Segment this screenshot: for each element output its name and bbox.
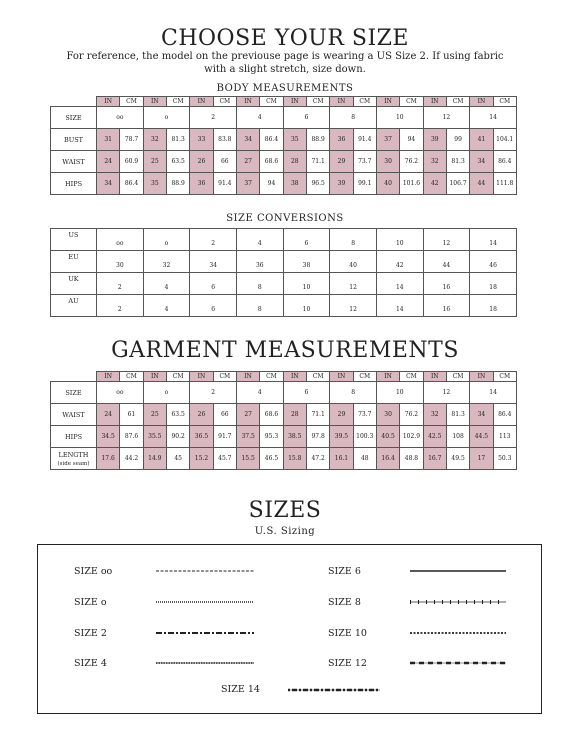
inch-cell: 34.5 bbox=[97, 426, 120, 448]
size-cell: 8 bbox=[330, 382, 377, 404]
cm-cell: 95.3 bbox=[260, 426, 283, 448]
unit-header-in: IN bbox=[376, 97, 399, 107]
row-label bbox=[51, 173, 97, 195]
size-cell: 8 bbox=[236, 273, 283, 295]
size-cell: 2 bbox=[190, 107, 237, 129]
size-cell: 4 bbox=[236, 229, 283, 251]
cm-cell: 66 bbox=[213, 151, 236, 173]
unit-header-in: IN bbox=[236, 97, 259, 107]
table-row bbox=[51, 426, 517, 448]
cm-cell: 76.2 bbox=[400, 151, 423, 173]
unit-header-cm: CM bbox=[446, 97, 469, 107]
body-measurements-table bbox=[50, 96, 517, 195]
garment-title: GARMENT MEASUREMENTS bbox=[111, 338, 459, 363]
sizes-title: SIZES bbox=[248, 498, 322, 523]
inch-cell: 24 bbox=[97, 404, 120, 426]
size-cell: 12 bbox=[423, 107, 470, 129]
size-cell: 18 bbox=[470, 295, 517, 317]
inch-cell: 17 bbox=[470, 448, 493, 470]
inch-cell: 36 bbox=[190, 173, 213, 195]
inch-cell: 17.6 bbox=[97, 448, 120, 470]
cm-cell: 48.8 bbox=[400, 448, 423, 470]
cm-cell: 81.3 bbox=[446, 404, 469, 426]
line-pattern-size-00 bbox=[156, 567, 256, 575]
cm-cell: 45 bbox=[166, 448, 189, 470]
row-label-text: SIZE bbox=[65, 388, 82, 397]
size-cell: 14 bbox=[376, 295, 423, 317]
cm-cell: 50.3 bbox=[493, 448, 516, 470]
unit-header-in: IN bbox=[330, 97, 353, 107]
cm-cell: 86.4 bbox=[120, 173, 143, 195]
size-cell: o bbox=[143, 229, 190, 251]
row-label: AU bbox=[51, 295, 97, 317]
size-cell: o bbox=[143, 382, 190, 404]
table-row bbox=[51, 273, 517, 295]
size-cell: 2 bbox=[97, 273, 144, 295]
inch-cell: 28 bbox=[283, 404, 306, 426]
row-label bbox=[51, 404, 97, 426]
inch-cell: 41 bbox=[470, 129, 493, 151]
sizes-subtitle: U.S. Sizing bbox=[254, 526, 316, 537]
cm-cell: 101.6 bbox=[400, 173, 423, 195]
size-cell: 4 bbox=[236, 382, 283, 404]
size-cell: 38 bbox=[283, 251, 330, 273]
size-cell: 6 bbox=[283, 107, 330, 129]
row-label: UK bbox=[51, 273, 97, 295]
cm-cell: 96.5 bbox=[306, 173, 329, 195]
inch-cell: 44 bbox=[470, 173, 493, 195]
size-cell: 16 bbox=[423, 295, 470, 317]
cm-cell: 86.4 bbox=[493, 151, 516, 173]
inch-cell: 16.7 bbox=[423, 448, 446, 470]
unit-header-in: IN bbox=[470, 372, 493, 382]
cm-cell: 60.9 bbox=[120, 151, 143, 173]
unit-header-cm: CM bbox=[400, 97, 423, 107]
cm-cell: 108 bbox=[446, 426, 469, 448]
size-cell: 4 bbox=[143, 295, 190, 317]
size-cell: 4 bbox=[236, 107, 283, 129]
table-row bbox=[51, 382, 517, 404]
size-cell: 6 bbox=[190, 273, 237, 295]
table-row bbox=[51, 129, 517, 151]
cm-cell: 113 bbox=[493, 426, 516, 448]
size-legend-label: SIZE oo bbox=[74, 566, 113, 577]
inch-cell: 37.5 bbox=[236, 426, 259, 448]
size-cell: 8 bbox=[330, 107, 377, 129]
row-label-text: WAIST bbox=[62, 157, 85, 166]
unit-header-cm: CM bbox=[400, 372, 423, 382]
unit-header-in: IN bbox=[376, 372, 399, 382]
table-row bbox=[51, 107, 517, 129]
size-cell: 36 bbox=[236, 251, 283, 273]
cm-cell: 45.7 bbox=[213, 448, 236, 470]
inch-cell: 30 bbox=[376, 151, 399, 173]
inch-cell: 26 bbox=[190, 404, 213, 426]
cm-cell: 81.3 bbox=[446, 151, 469, 173]
inch-cell: 26 bbox=[190, 151, 213, 173]
row-sublabel: (side seam) bbox=[57, 460, 90, 467]
size-cell: 8 bbox=[330, 229, 377, 251]
inch-cell: 42 bbox=[423, 173, 446, 195]
row-label bbox=[51, 426, 97, 448]
intro-text: For reference, the model on the previouse page is wearing a US Size 2. If using fabric with a slight stretch, size down. bbox=[66, 51, 504, 75]
row-label bbox=[51, 151, 97, 173]
inch-cell: 32 bbox=[143, 129, 166, 151]
size-cell: 30 bbox=[97, 251, 144, 273]
inch-cell: 15.8 bbox=[283, 448, 306, 470]
inch-cell: 34 bbox=[470, 404, 493, 426]
cm-cell: 63.5 bbox=[166, 404, 189, 426]
size-cell: oo bbox=[97, 382, 144, 404]
size-cell: 40 bbox=[330, 251, 377, 273]
line-pattern-size-14 bbox=[288, 686, 388, 694]
unit-header-in: IN bbox=[423, 97, 446, 107]
unit-header-cm: CM bbox=[120, 372, 143, 382]
size-legend-label: SIZE 8 bbox=[328, 597, 361, 608]
cm-cell: 76.2 bbox=[400, 404, 423, 426]
cm-cell: 61 bbox=[120, 404, 143, 426]
cm-cell: 49.5 bbox=[446, 448, 469, 470]
inch-cell: 31 bbox=[97, 129, 120, 151]
inch-cell: 40.5 bbox=[376, 426, 399, 448]
unit-header-in: IN bbox=[97, 372, 120, 382]
inch-cell: 35 bbox=[143, 173, 166, 195]
size-cell: 6 bbox=[283, 382, 330, 404]
cm-cell: 86.4 bbox=[260, 129, 283, 151]
cm-cell: 71.1 bbox=[306, 151, 329, 173]
inch-cell: 29 bbox=[330, 151, 353, 173]
cm-cell: 81.3 bbox=[166, 129, 189, 151]
inch-cell: 25 bbox=[143, 404, 166, 426]
inch-cell: 29 bbox=[330, 404, 353, 426]
size-cell: 18 bbox=[470, 273, 517, 295]
size-legend-label: SIZE 12 bbox=[328, 658, 367, 669]
size-cell: 4 bbox=[143, 273, 190, 295]
row-label bbox=[51, 129, 97, 151]
cm-cell: 68.6 bbox=[260, 404, 283, 426]
size-cell: 14 bbox=[470, 107, 517, 129]
unit-header-in: IN bbox=[283, 97, 306, 107]
table-row bbox=[51, 251, 517, 273]
unit-header-cm: CM bbox=[166, 372, 189, 382]
unit-header-cm: CM bbox=[446, 372, 469, 382]
inch-cell: 30 bbox=[376, 404, 399, 426]
cm-cell: 63.5 bbox=[166, 151, 189, 173]
table-row bbox=[51, 404, 517, 426]
cm-cell: 94 bbox=[260, 173, 283, 195]
size-cell: 6 bbox=[283, 229, 330, 251]
table-row bbox=[51, 151, 517, 173]
inch-cell: 44.5 bbox=[470, 426, 493, 448]
size-legend-label: SIZE 10 bbox=[328, 628, 367, 639]
unit-header-cm: CM bbox=[166, 97, 189, 107]
page-title: CHOOSE YOUR SIZE bbox=[161, 26, 409, 51]
garment-measurements-table bbox=[50, 371, 517, 470]
size-cell: 34 bbox=[190, 251, 237, 273]
unit-header-in: IN bbox=[330, 372, 353, 382]
size-cell: 14 bbox=[376, 273, 423, 295]
table-row bbox=[51, 173, 517, 195]
cm-cell: 99.1 bbox=[353, 173, 376, 195]
size-cell: 14 bbox=[470, 229, 517, 251]
size-cell: 46 bbox=[470, 251, 517, 273]
cm-cell: 88.9 bbox=[166, 173, 189, 195]
size-cell: 12 bbox=[423, 229, 470, 251]
cm-cell: 68.6 bbox=[260, 151, 283, 173]
row-label bbox=[51, 382, 97, 404]
unit-header-cm: CM bbox=[306, 372, 329, 382]
unit-header-cm: CM bbox=[120, 97, 143, 107]
cm-cell: 97.8 bbox=[306, 426, 329, 448]
unit-header-cm: CM bbox=[260, 97, 283, 107]
cm-cell: 99 bbox=[446, 129, 469, 151]
row-label-text: LENGTH bbox=[58, 450, 89, 459]
unit-header-in: IN bbox=[143, 372, 166, 382]
inch-cell: 33 bbox=[190, 129, 213, 151]
unit-header-cm: CM bbox=[493, 97, 516, 107]
cm-cell: 83.8 bbox=[213, 129, 236, 151]
size-cell: 42 bbox=[376, 251, 423, 273]
size-cell: 12 bbox=[330, 295, 377, 317]
size-legend-label: SIZE 14 bbox=[221, 684, 260, 695]
unit-header-in: IN bbox=[190, 372, 213, 382]
inch-cell: 35 bbox=[283, 129, 306, 151]
inch-cell: 15.2 bbox=[190, 448, 213, 470]
cm-cell: 104.1 bbox=[493, 129, 516, 151]
line-pattern-size-2 bbox=[156, 629, 256, 637]
inch-cell: 39.5 bbox=[330, 426, 353, 448]
cm-cell: 48 bbox=[353, 448, 376, 470]
inch-cell: 37 bbox=[236, 173, 259, 195]
cm-cell: 44.2 bbox=[120, 448, 143, 470]
cm-cell: 102.9 bbox=[400, 426, 423, 448]
table-row bbox=[51, 295, 517, 317]
inch-cell: 24 bbox=[97, 151, 120, 173]
cm-cell: 73.7 bbox=[353, 404, 376, 426]
size-legend-label: SIZE 6 bbox=[328, 566, 361, 577]
size-cell: oo bbox=[97, 229, 144, 251]
size-cell: 10 bbox=[376, 229, 423, 251]
unit-header-cm: CM bbox=[213, 97, 236, 107]
cm-cell: 90.2 bbox=[166, 426, 189, 448]
unit-header-in: IN bbox=[283, 372, 306, 382]
inch-cell: 39 bbox=[423, 129, 446, 151]
unit-header-in: IN bbox=[143, 97, 166, 107]
inch-cell: 36 bbox=[330, 129, 353, 151]
size-cell: 12 bbox=[423, 382, 470, 404]
inch-cell: 35.5 bbox=[143, 426, 166, 448]
inch-cell: 40 bbox=[376, 173, 399, 195]
unit-header-in: IN bbox=[470, 97, 493, 107]
size-cell: 10 bbox=[376, 382, 423, 404]
cm-cell: 71.1 bbox=[306, 404, 329, 426]
inch-cell: 16.4 bbox=[376, 448, 399, 470]
line-pattern-size-6 bbox=[410, 567, 510, 575]
cm-cell: 87.6 bbox=[120, 426, 143, 448]
table-row bbox=[51, 229, 517, 251]
row-label-text: BUST bbox=[63, 135, 84, 144]
row-label-text: SIZE bbox=[65, 113, 82, 122]
size-cell: 10 bbox=[283, 295, 330, 317]
cm-cell: 111.8 bbox=[493, 173, 516, 195]
size-legend-label: SIZE 2 bbox=[74, 628, 107, 639]
row-label-text: HIPS bbox=[64, 432, 83, 441]
header-corner bbox=[51, 97, 97, 107]
inch-cell: 34 bbox=[97, 173, 120, 195]
cm-cell: 86.4 bbox=[493, 404, 516, 426]
line-pattern-size-4 bbox=[156, 659, 256, 667]
inch-cell: 28 bbox=[283, 151, 306, 173]
unit-header-in: IN bbox=[236, 372, 259, 382]
inch-cell: 39 bbox=[330, 173, 353, 195]
line-pattern-size-8 bbox=[410, 598, 510, 606]
inch-cell: 16.1 bbox=[330, 448, 353, 470]
size-cell: 2 bbox=[190, 229, 237, 251]
row-label: EU bbox=[51, 251, 97, 273]
unit-header-in: IN bbox=[190, 97, 213, 107]
cm-cell: 73.7 bbox=[353, 151, 376, 173]
inch-cell: 15.5 bbox=[236, 448, 259, 470]
size-cell: 14 bbox=[470, 382, 517, 404]
cm-cell: 91.7 bbox=[213, 426, 236, 448]
inch-cell: 32 bbox=[423, 151, 446, 173]
size-cell: 2 bbox=[97, 295, 144, 317]
inch-cell: 42.5 bbox=[423, 426, 446, 448]
inch-cell: 27 bbox=[236, 151, 259, 173]
cm-cell: 91.4 bbox=[213, 173, 236, 195]
size-cell: 8 bbox=[236, 295, 283, 317]
size-cell: 10 bbox=[283, 273, 330, 295]
unit-header-cm: CM bbox=[260, 372, 283, 382]
cm-cell: 106.7 bbox=[446, 173, 469, 195]
row-label-text: HIPS bbox=[64, 179, 83, 188]
inch-cell: 37 bbox=[376, 129, 399, 151]
line-pattern-size-10 bbox=[410, 629, 510, 637]
row-label bbox=[51, 448, 97, 470]
cm-cell: 66 bbox=[213, 404, 236, 426]
inch-cell: 34 bbox=[236, 129, 259, 151]
cm-cell: 100.3 bbox=[353, 426, 376, 448]
cm-cell: 91.4 bbox=[353, 129, 376, 151]
size-cell: 16 bbox=[423, 273, 470, 295]
unit-header-in: IN bbox=[423, 372, 446, 382]
cm-cell: 94 bbox=[400, 129, 423, 151]
cm-cell: 88.9 bbox=[306, 129, 329, 151]
size-cell: 44 bbox=[423, 251, 470, 273]
size-cell: 10 bbox=[376, 107, 423, 129]
unit-header-cm: CM bbox=[306, 97, 329, 107]
unit-header-cm: CM bbox=[493, 372, 516, 382]
size-cell: 32 bbox=[143, 251, 190, 273]
size-cell: oo bbox=[97, 107, 144, 129]
size-legend-label: SIZE o bbox=[74, 597, 107, 608]
size-cell: 2 bbox=[190, 382, 237, 404]
unit-header-cm: CM bbox=[353, 372, 376, 382]
inch-cell: 32 bbox=[423, 404, 446, 426]
unit-header-cm: CM bbox=[353, 97, 376, 107]
inch-cell: 14.9 bbox=[143, 448, 166, 470]
header-corner bbox=[51, 372, 97, 382]
unit-header-in: IN bbox=[97, 97, 120, 107]
cm-cell: 47.2 bbox=[306, 448, 329, 470]
row-label: US bbox=[51, 229, 97, 251]
size-conversions-caption: SIZE CONVERSIONS bbox=[226, 213, 344, 224]
inch-cell: 27 bbox=[236, 404, 259, 426]
size-conversions-table bbox=[50, 228, 517, 317]
row-label-text: WAIST bbox=[62, 410, 85, 419]
inch-cell: 34 bbox=[470, 151, 493, 173]
row-label bbox=[51, 107, 97, 129]
size-cell: 12 bbox=[330, 273, 377, 295]
cm-cell: 46.5 bbox=[260, 448, 283, 470]
inch-cell: 38.5 bbox=[283, 426, 306, 448]
size-legend-label: SIZE 4 bbox=[74, 658, 107, 669]
size-cell: o bbox=[143, 107, 190, 129]
size-cell: 6 bbox=[190, 295, 237, 317]
line-pattern-size-12 bbox=[410, 659, 510, 667]
size-legend-box bbox=[37, 544, 542, 714]
body-measurements-caption: BODY MEASUREMENTS bbox=[216, 83, 354, 94]
unit-header-cm: CM bbox=[213, 372, 236, 382]
cm-cell: 78.7 bbox=[120, 129, 143, 151]
line-pattern-size-0 bbox=[156, 598, 256, 606]
inch-cell: 38 bbox=[283, 173, 306, 195]
inch-cell: 25 bbox=[143, 151, 166, 173]
table-row bbox=[51, 448, 517, 470]
inch-cell: 36.5 bbox=[190, 426, 213, 448]
